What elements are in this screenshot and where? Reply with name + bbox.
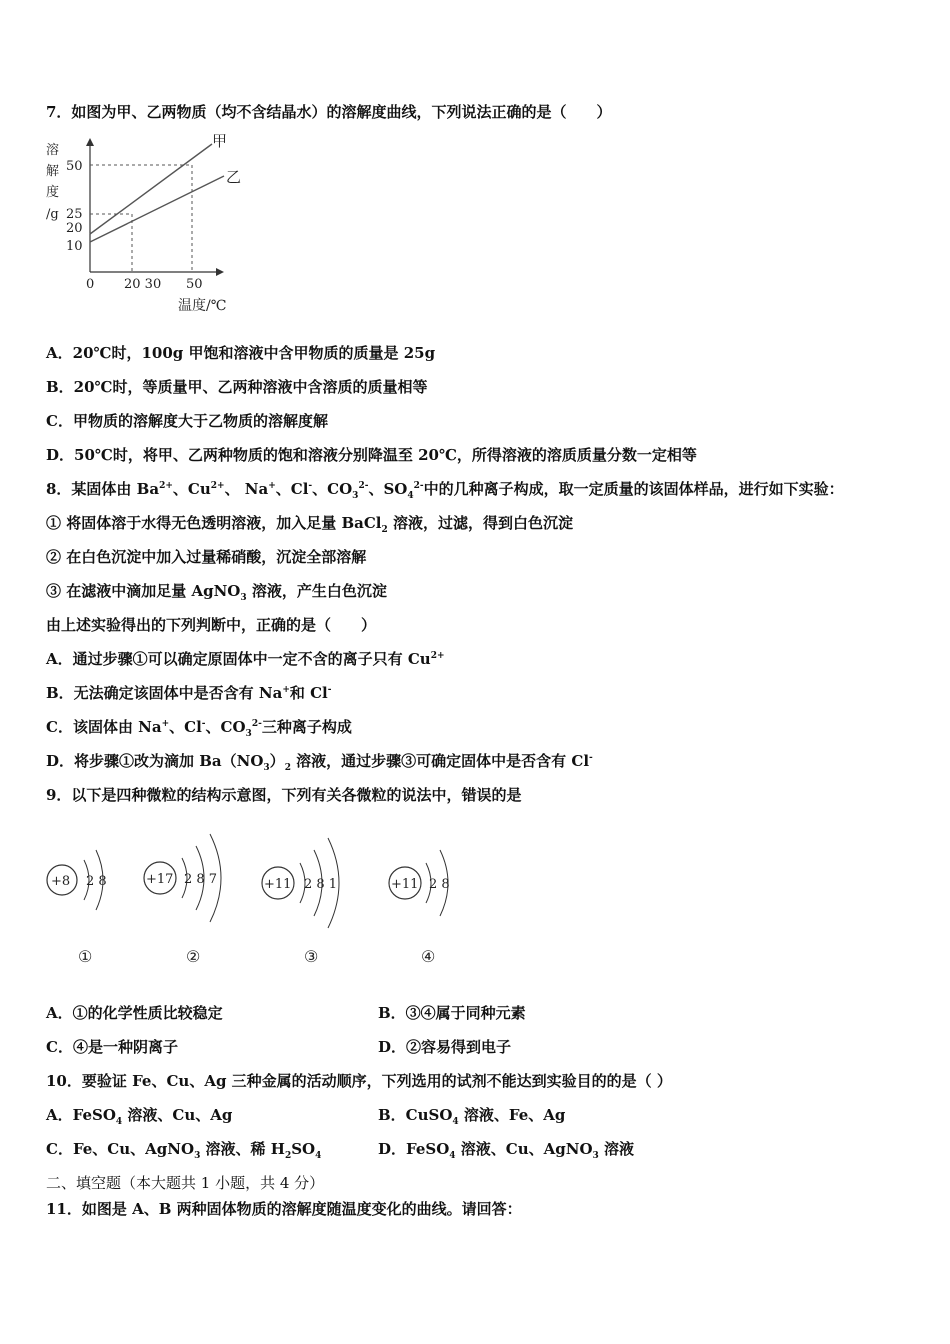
ylabel-char-3: 度 bbox=[46, 185, 60, 200]
q10-option-b: B．CuSO$_4$ 溶液、Fe、Ag bbox=[378, 1106, 566, 1127]
atom-1 bbox=[47, 850, 107, 966]
q9-option-a: A．①的化学性质比较稳定 bbox=[46, 1004, 223, 1022]
q8-option-c: C．该固体由 Na+、Cl-、$CO_3^{2-}$三种离子构成 bbox=[46, 718, 352, 739]
label-jia: 甲 bbox=[212, 132, 228, 150]
q7-option-d: D．50℃时，将甲、乙两种物质的饱和溶液分别降温至 20℃，所得溶液的溶质质量分数一定相等 bbox=[46, 446, 697, 464]
ion-sub: 4 bbox=[407, 491, 414, 501]
q9-option-d: D．②容易得到电子 bbox=[378, 1038, 512, 1056]
atom-1-shells: 2 8 bbox=[86, 874, 107, 889]
q7-option-a: A．20℃时，100g 甲饱和溶液中含甲物质的质量是 25g bbox=[46, 344, 436, 362]
atom-3-nucleus: +11 bbox=[264, 877, 292, 892]
q10-stem: 10．要验证 Fe、Cu、Ag 三种金属的活动顺序，下列选用的试剂不能达到实验目的的是（ ） bbox=[46, 1072, 672, 1090]
x-tick-50: 50 bbox=[186, 277, 203, 292]
ion-charge: 2+ bbox=[159, 481, 173, 491]
atom-2-label: ② bbox=[186, 947, 201, 966]
ion: 、SO bbox=[368, 480, 408, 498]
atom-3-shells: 2 8 1 bbox=[304, 877, 338, 892]
solubility-graph bbox=[40, 132, 250, 317]
curve-yi bbox=[90, 176, 224, 242]
atom-3 bbox=[262, 838, 339, 966]
ylabel-char-2: 解 bbox=[46, 164, 60, 179]
ion: 、Cl bbox=[275, 480, 309, 498]
q7-stem: 7．如图为甲、乙两物质（均不含结晶水）的溶解度曲线，下列说法正确的是（ ） bbox=[46, 103, 612, 121]
ion: 、CO bbox=[312, 480, 353, 498]
x-tick-0: 0 bbox=[86, 277, 95, 292]
q7-option-c: C．甲物质的溶解度大于乙物质的溶解度解 bbox=[46, 412, 328, 430]
q10-option-d: D．FeSO$_4$ 溶液、Cu、AgNO$_3$ 溶液 bbox=[378, 1140, 635, 1161]
ylabel-char-4: /g bbox=[46, 207, 59, 222]
q8-step-1: ① 将固体溶于水得无色透明溶液，加入足量 BaCl$_2$ 溶液，过滤，得到白色沉淀 bbox=[46, 514, 573, 535]
q8-stem-end: 中的几种离子构成，取一定质量的该固体样品，进行如下实验： bbox=[423, 480, 844, 498]
q8-stem-start: 8．某固体由 Ba bbox=[46, 480, 160, 498]
ion-charge: - bbox=[308, 481, 313, 491]
atom-1-label: ① bbox=[78, 947, 93, 966]
atom-4-nucleus: +11 bbox=[391, 877, 419, 892]
q9-option-b: B．③④属于同种元素 bbox=[378, 1004, 526, 1022]
ion-sub: 3 bbox=[352, 491, 359, 501]
q10-option-a: A．FeSO$_4$ 溶液、Cu、Ag bbox=[46, 1106, 233, 1127]
atom-2-shells: 2 8 7 bbox=[184, 872, 218, 887]
atom-2-nucleus: +17 bbox=[146, 872, 174, 887]
q8-judge: 由上述实验得出的下列判断中，正确的是（ ） bbox=[46, 616, 377, 634]
ion-charge: 2+ bbox=[210, 481, 225, 491]
q8-option-a: A．通过步骤①可以确定原固体中一定不含的离子只有 $Cu^{2+}$ bbox=[46, 650, 445, 668]
ylabel-char-1: 溶 bbox=[46, 143, 60, 158]
x-tick-20-30: 20 30 bbox=[124, 277, 162, 292]
q10-option-c: C．Fe、Cu、AgNO$_3$ 溶液、稀 $H_2SO_4$ bbox=[46, 1140, 322, 1161]
atom-4-shells: 2 8 bbox=[429, 877, 450, 892]
atom-4 bbox=[389, 850, 450, 966]
q8-option-d: D．将步骤①改为滴加 $Ba(NO_3)_2$ 溶液，通过步骤③可确定固体中是否含有 Cl- bbox=[46, 752, 593, 773]
q8-step-2: ② 在白色沉淀中加入过量稀硝酸，沉淀全部溶解 bbox=[46, 548, 367, 566]
ion-charge: 2- bbox=[413, 481, 424, 491]
y-tick-20: 20 bbox=[66, 221, 83, 236]
q7-option-b: B．20℃时，等质量甲、乙两种溶液中含溶质的质量相等 bbox=[46, 378, 428, 396]
atom-structure-diagrams bbox=[40, 820, 480, 970]
label-yi: 乙 bbox=[226, 168, 242, 186]
section-heading: 二、填空题（本大题共 1 小题，共 4 分） bbox=[46, 1174, 325, 1192]
atom-3-label: ③ bbox=[304, 947, 319, 966]
q8-option-b: B．无法确定该固体中是否含有 Na+和 Cl- bbox=[46, 684, 332, 702]
x-axis-arrow bbox=[216, 268, 224, 276]
curve-jia bbox=[90, 144, 212, 234]
y-tick-25: 25 bbox=[66, 207, 83, 222]
q9-stem: 9．以下是四种微粒的结构示意图，下列有关各微粒的说法中，错误的是 bbox=[46, 786, 522, 804]
q11-stem: 11．如图是 A、B 两种固体物质的溶解度随温度变化的曲线。请回答： bbox=[46, 1200, 522, 1218]
ion: Cu bbox=[187, 480, 211, 498]
atom-2 bbox=[144, 834, 221, 966]
y-axis-arrow bbox=[86, 138, 94, 146]
ion: 、 Na bbox=[224, 480, 269, 498]
y-tick-10: 10 bbox=[66, 239, 83, 254]
ion-charge: 2- bbox=[358, 481, 369, 491]
atom-1-nucleus: +8 bbox=[51, 874, 71, 889]
q9-option-c: C．④是一种阴离子 bbox=[46, 1038, 178, 1056]
x-axis-label: 温度/℃ bbox=[178, 298, 227, 314]
q8-stem: 8．某固体由 $Ba^{2+}$、$Cu^{2+}$、 Na+、Cl-、$CO_3^{2-}$、$SO_4^{2-}$中的几种离子构成，取一定质量的该固体样品，进行如下实验： bbox=[46, 480, 844, 501]
q8-step-3: ③ 在滤液中滴加足量 AgNO$_3$ 溶液，产生白色沉淀 bbox=[46, 582, 387, 603]
atom-4-label: ④ bbox=[421, 947, 436, 966]
y-tick-50: 50 bbox=[66, 159, 83, 174]
ion-charge: + bbox=[268, 481, 276, 491]
